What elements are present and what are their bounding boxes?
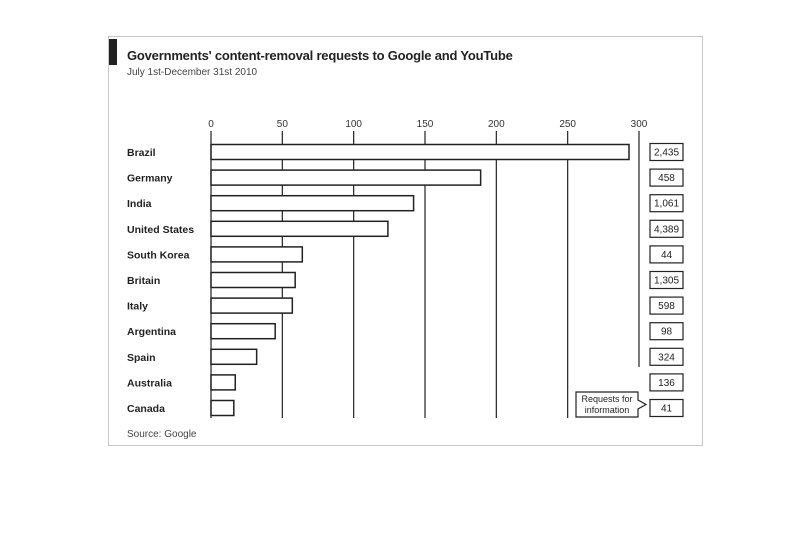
category-label: Australia <box>127 377 172 390</box>
x-tick-label: 0 <box>208 119 214 130</box>
bar <box>211 349 257 364</box>
bar <box>211 145 629 160</box>
x-tick-label: 150 <box>416 119 434 130</box>
callout <box>576 392 646 417</box>
category-label: Britain <box>127 275 161 287</box>
bar <box>211 247 302 262</box>
bar <box>211 375 235 390</box>
category-label: Italy <box>127 300 149 313</box>
category-label: Brazil <box>127 147 156 159</box>
info-value: 41 <box>660 403 673 415</box>
info-value: 98 <box>660 326 673 338</box>
info-value: 324 <box>658 352 675 364</box>
info-value: 458 <box>658 173 675 185</box>
callout-text-line: information <box>584 405 630 415</box>
info-value: 44 <box>660 249 673 261</box>
x-tick-label: 300 <box>630 119 648 130</box>
bars <box>211 145 629 416</box>
x-tick-labels <box>208 119 648 130</box>
x-tick-label: 200 <box>487 119 505 130</box>
info-request-boxes <box>650 144 683 417</box>
category-label: Canada <box>127 403 165 415</box>
bar <box>211 324 275 339</box>
chart-source: Source: Google <box>127 429 197 440</box>
info-value: 1,305 <box>653 275 680 287</box>
category-label: Spain <box>127 351 156 364</box>
bar <box>211 221 388 236</box>
x-tick-label: 100 <box>345 119 363 130</box>
bar <box>211 298 292 313</box>
category-label: United States <box>127 223 195 236</box>
info-value: 4,389 <box>653 224 680 236</box>
chart-subtitle: July 1st-December 31st 2010 <box>127 67 258 78</box>
info-value: 136 <box>658 377 675 389</box>
category-label: Germany <box>127 172 173 185</box>
category-labels <box>127 147 194 415</box>
x-tick-label: 50 <box>276 119 288 130</box>
info-value: 598 <box>658 301 675 313</box>
chart-title: Governments' content-removal requests to Google and YouTube <box>127 48 513 63</box>
info-value: 2,435 <box>653 147 680 159</box>
bar <box>211 401 234 416</box>
callout-text-line: Requests for <box>581 394 633 404</box>
category-label: India <box>127 198 152 211</box>
info-value: 1,061 <box>653 198 680 210</box>
category-label: South Korea <box>127 249 190 262</box>
x-tick-label: 250 <box>559 119 577 130</box>
bar <box>211 273 295 288</box>
bar <box>211 196 414 211</box>
category-label: Argentina <box>127 326 177 339</box>
bar <box>211 170 481 185</box>
